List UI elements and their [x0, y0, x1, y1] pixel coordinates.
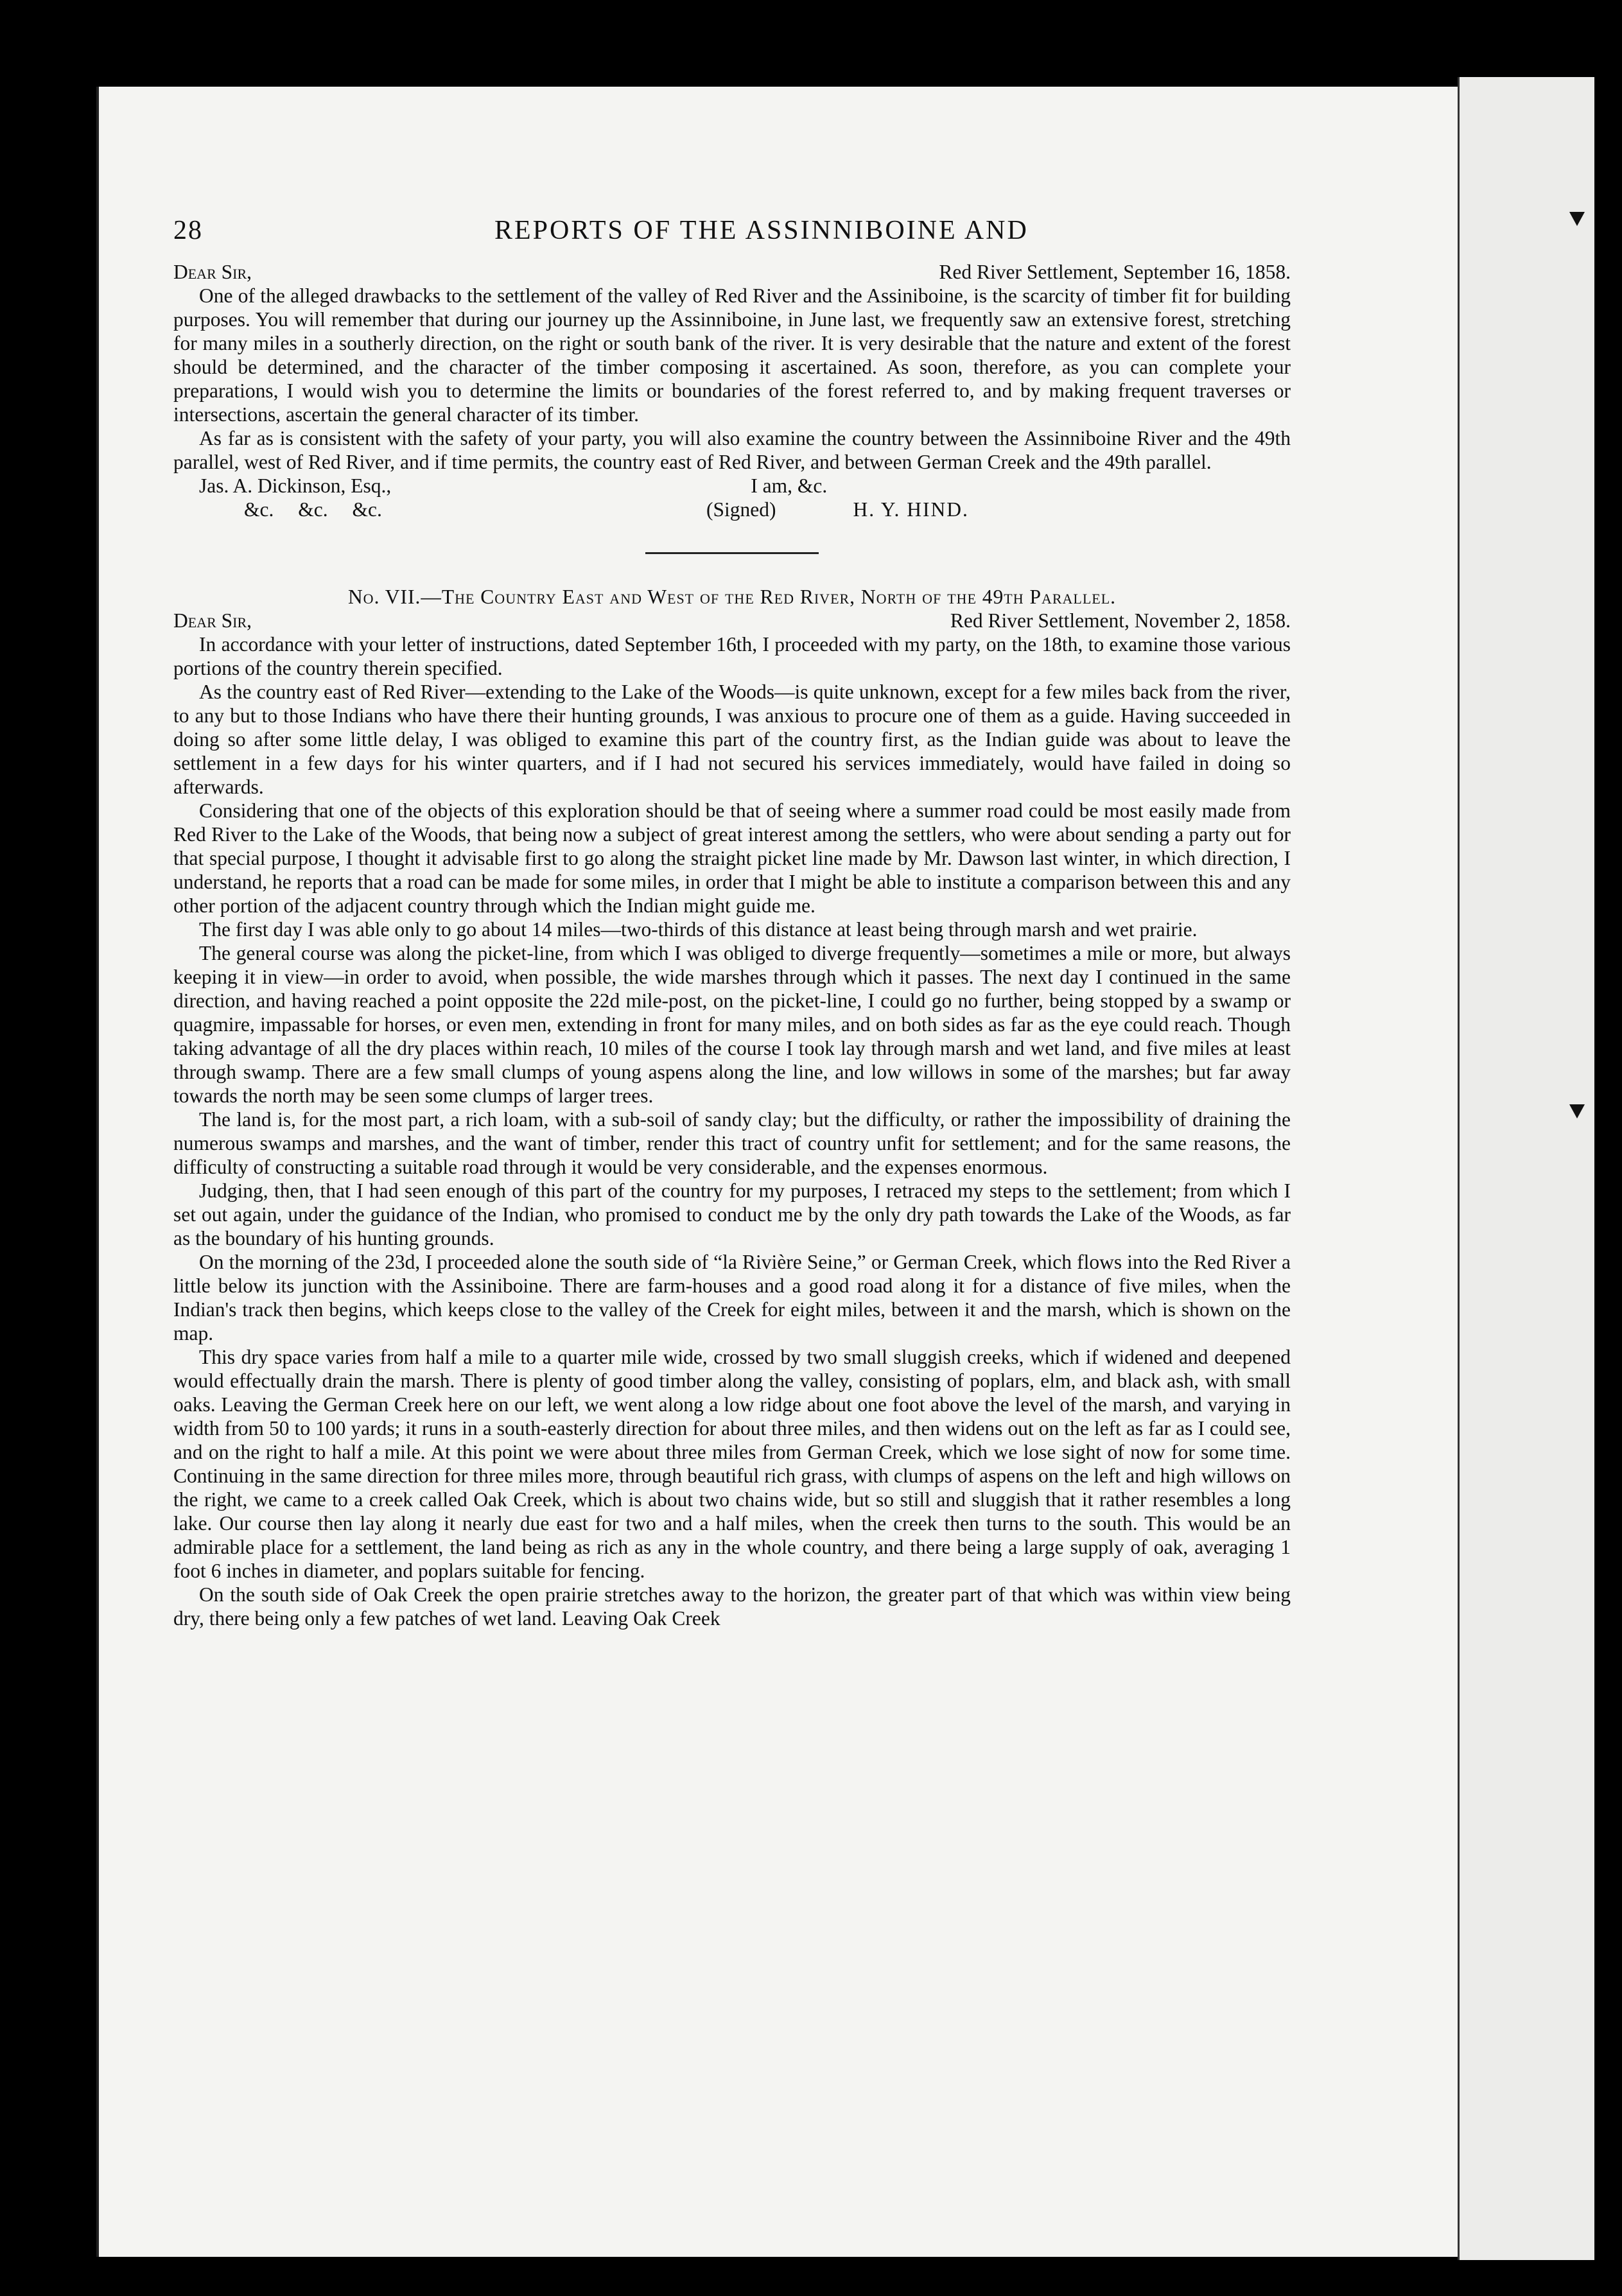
edge-mark — [1569, 212, 1585, 226]
body-paragraph: This dry space varies from half a mile to a quarter mile wide, crossed by two small sluggish creeks, which if widened and deepened would effectually drain the marsh. There is plenty of good timber along the valley, consisting of poplars, elm, and black ash, with small oaks. Leaving the German Creek here on our left, we went along a low ridge about one foot above the level of the marsh, and varying in width from 50 to 100 yards; it runs in a south-easterly direction for about three miles, and then widens out on the left as far as I could see, and on the right to half a mile. At this point we were about three miles from German Creek, which we lose sight of now for some time. Continuing in the same direction for three miles more, through beautiful rich grass, with clumps of aspens on the left and high willows on the right, we came to a creek called Oak Creek, which is about two chains wide, but so still and sluggish that it rather resembles a long lake. Our course then lay along it nearly due east for two and a half miles, when the creek then turns to the south. This would be an admirable place for a settlement, the land being as rich as any in the whole country, and there being a large supply of oak, averaging 1 foot 6 inches in diameter, and poplars suitable for fencing. — [173, 1346, 1291, 1582]
body-paragraph: In accordance with your letter of instructions, dated September 16th, I proceeded with my party, on the 18th, to examine those various portions of the country therein specified. — [173, 633, 1291, 679]
letter1-salutation: Dear Sir, — [173, 261, 252, 283]
letter2-place-date: Red River Settlement, November 2, 1858. — [950, 609, 1291, 632]
page-content — [173, 215, 1291, 1630]
letter2-header — [173, 609, 1291, 632]
letter1-signature-row — [173, 498, 1291, 521]
edge-mark — [1569, 1104, 1585, 1118]
letter1-place-date: Red River Settlement, September 16, 1858. — [939, 261, 1291, 283]
body-paragraph: On the south side of Oak Creek the open prairie stretches away to the horizon, the greater part of that which was within view being dry, there being only a few patches of wet land. Leaving Oak Creek — [173, 1583, 1291, 1630]
running-head — [173, 215, 1291, 260]
letter1-signed: (Signed) — [706, 498, 776, 521]
running-title: REPORTS OF THE ASSINNIBOINE AND — [494, 216, 1029, 245]
letter2-salutation: Dear Sir, — [173, 609, 252, 632]
section-heading: No. VII.—The Country East and West of the Red River, North of the 49th Parallel. — [347, 586, 1117, 608]
letter1-paragraph: As far as is consistent with the safety of your party, you will also examine the country between the Assinniboine River and the 49th parallel, west of Red River, and if time permits, the country east of Red River, and between German Creek and the 49th parallel. — [173, 427, 1291, 473]
body-paragraph: The land is, for the most part, a rich loam, with a sub-soil of sandy clay; but the difficulty, or rather the impossibility of draining the numerous swamps and marshes, and the want of timber, render this tract of country unfit for settlement; and for the same reasons, the difficulty of constructing a suitable road through it would be very considerable, and the expenses enormous. — [173, 1108, 1291, 1178]
letter1-etc: &c. &c. &c. — [244, 498, 382, 521]
page-number: 28 — [173, 216, 203, 245]
letter1-closing-row — [173, 474, 1291, 498]
letter1-closing: I am, &c. — [751, 474, 828, 497]
body-paragraph: As the country east of Red River—extending to the Lake of the Woods—is quite unknown, except for a few miles back from the river, to any but to those Indians who have there their hunting grounds, I was anxious to procure one of them as a guide. Having succeeded in doing so after some little delay, I was obliged to examine this part of the country first, as the Indian guide was about to leave the settlement in a few days for his winter quarters, and if I had not secured his services immediately, would have failed in doing so afterwards. — [173, 681, 1291, 798]
body-paragraph: The general course was along the picket-line, from which I was obliged to diverge frequently—sometimes a mile or more, but always keeping it in view—in order to avoid, when possible, the wide marshes through which it passes. The next day I continued in the same direction, and having reached a point opposite the 22d mile-post, on the picket-line, I could go no further, being stopped by a swamp or quagmire, impassable for horses, or even men, extending in front for many miles, and on both sides as far as the eye could reach. Though taking advantage of all the dry places within reach, 10 miles of the course I took lay through marsh and wet land, and five miles at least through swamp. There are a few small clumps of young aspens along the line, and low willows in some of the marshes; but far away towards the north may be seen some clumps of larger trees. — [173, 942, 1291, 1107]
letter1-paragraph: One of the alleged drawbacks to the settlement of the valley of Red River and the Assiniboine, is the scarcity of timber fit for building purposes. You will remember that during our journey up the Assinniboine, in June last, we frequently saw an extensive forest, stretching for many miles in a southerly direction, on the right or south bank of the river. It is very desirable that the nature and extent of the forest should be determined, and the character of the timber composing it ascertained. As soon, therefore, as you can complete your preparations, I would wish you to determine the limits or boundaries of the forest referred to, and by making frequent traverses or intersections, ascertain the general character of its timber. — [173, 284, 1291, 426]
section-divider — [645, 552, 819, 554]
letter1-addressee: Jas. A. Dickinson, Esq., — [199, 474, 392, 497]
body-paragraph: The first day I was able only to go about 14 miles—two-thirds of this distance at least being through marsh and wet prairie. — [199, 918, 1198, 941]
letter1-signer: H. Y. HIND. — [853, 498, 969, 521]
body-paragraph: Judging, then, that I had seen enough of this part of the country for my purposes, I retraced my steps to the settlement; from which I set out again, under the guidance of the Indian, who promised to conduct me by the only dry path towards the Lake of the Woods, as far as the boundary of his hunting grounds. — [173, 1179, 1291, 1249]
body-paragraph: Considering that one of the objects of this exploration should be that of seeing where a summer road could be most easily made from Red River to the Lake of the Woods, that being now a subject of great interest among the settlers, who were about sending a party out for that special purpose, I thought it advisable first to go along the straight picket line made by Mr. Dawson last winter, in which direction, I understand, he reports that a road can be made for some miles, in order that I might be able to institute a comparison between this and any other portion of the adjacent country through which the Indian might guide me. — [173, 799, 1291, 917]
facing-page-edge — [1458, 77, 1594, 2260]
body-paragraph: On the morning of the 23d, I proceeded alone the south side of “la Rivière Seine,” or German Creek, which flows into the Red River a little below its junction with the Assiniboine. There are farm-houses and a good road along it for a distance of five miles, when the Indian's track then begins, which keeps close to the valley of the Creek for eight miles, between it and the marsh, which is shown on the map. — [173, 1251, 1291, 1344]
letter1-header — [173, 260, 1291, 284]
